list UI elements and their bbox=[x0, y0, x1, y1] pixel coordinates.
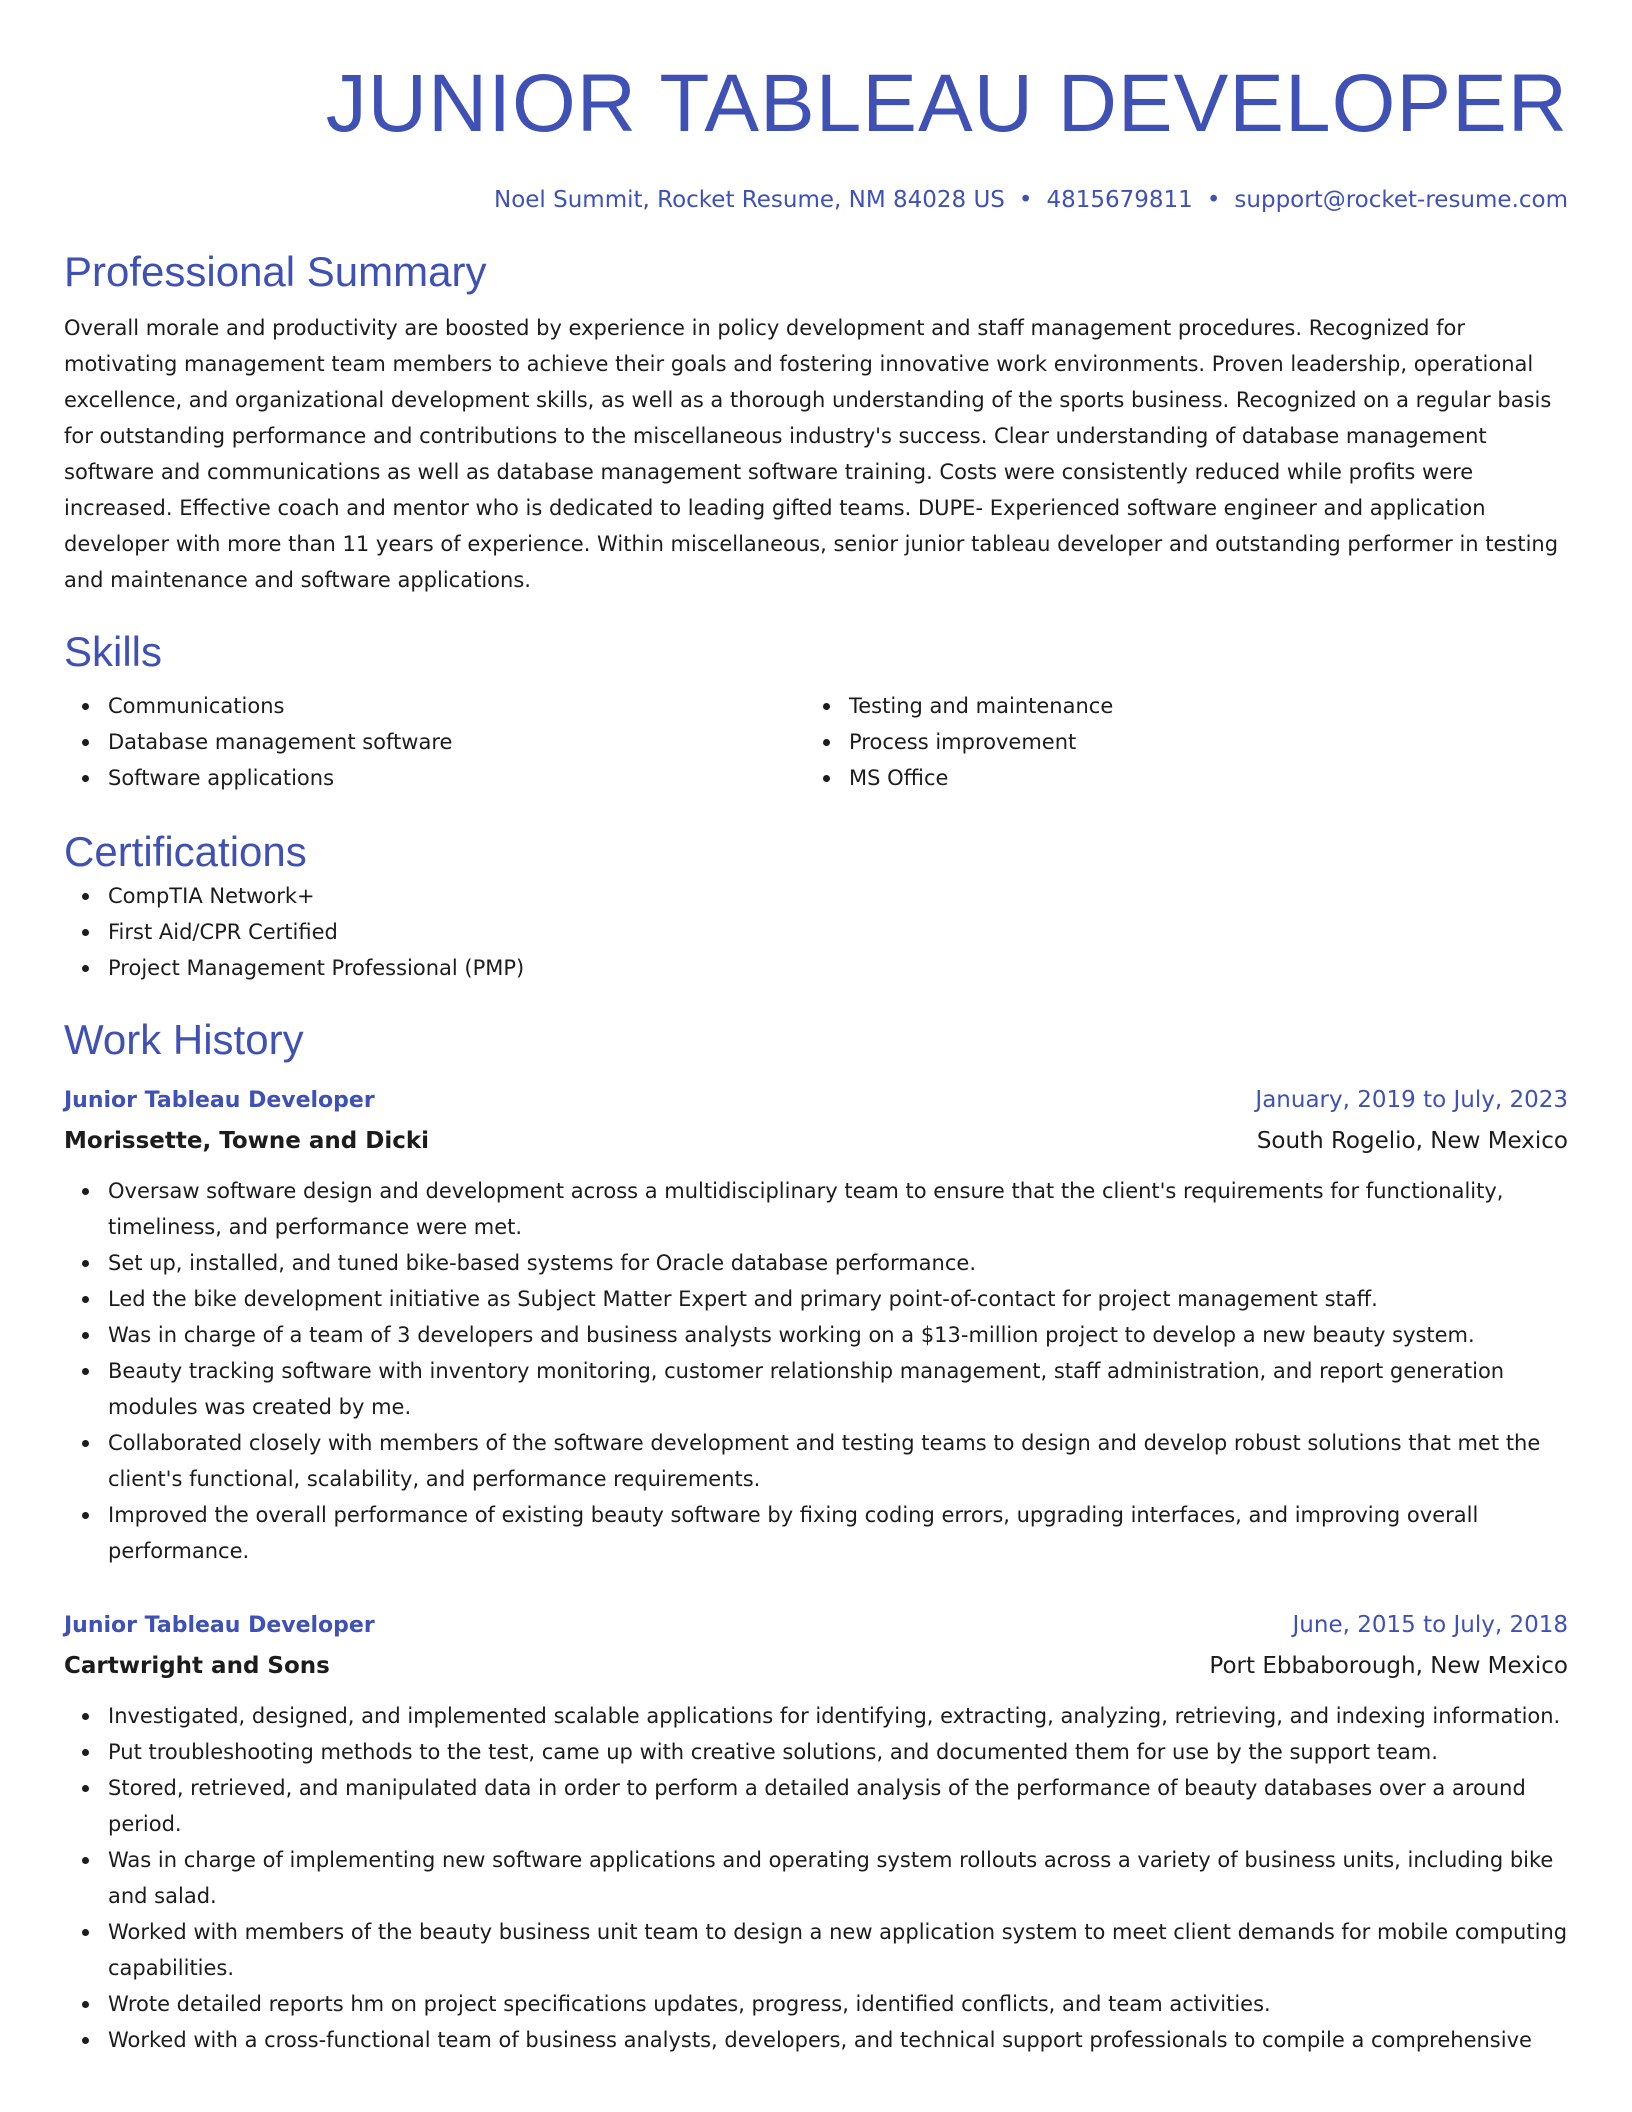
skills-list-left bbox=[64, 688, 805, 796]
work-history-heading: Work History bbox=[64, 1016, 304, 1063]
contact-address: Noel Summit, Rocket Resume, NM 84028 US bbox=[494, 187, 1005, 213]
job-bullets bbox=[64, 1173, 1568, 1569]
contact-email[interactable]: support@rocket-resume.com bbox=[1234, 187, 1568, 213]
summary-heading: Professional Summary bbox=[64, 248, 487, 295]
job-bullet: Oversaw software design and development across a multidisciplinary team to ensure that the client's requirements for functionality, timeliness, and performance were met. bbox=[108, 1173, 1568, 1245]
skill-item: Process improvement bbox=[849, 724, 1568, 760]
certifications-section bbox=[64, 826, 1568, 986]
job-company: Cartwright and Sons bbox=[64, 1653, 330, 1679]
certification-item: CompTIA Network+ bbox=[108, 878, 1568, 914]
certification-item: Project Management Professional (PMP) bbox=[108, 950, 1568, 986]
job-title: Junior Tableau Developer bbox=[64, 1613, 375, 1638]
job-title: Junior Tableau Developer bbox=[64, 1088, 375, 1113]
job-bullet: Was in charge of a team of 3 developers and business analysts working on a $13-million project to develop a new beauty system. bbox=[108, 1317, 1568, 1353]
contact-phone: 4815679811 bbox=[1046, 187, 1193, 213]
job-bullet: Beauty tracking software with inventory monitoring, customer relationship management, staff administration, and report generation modules was created by me. bbox=[108, 1353, 1568, 1425]
certifications-list bbox=[64, 878, 1568, 986]
job-title-row bbox=[64, 1080, 1568, 1121]
job-bullet: Collaborated closely with members of the software development and testing teams to design and develop robust solutions that met the client's functional, scalability, and performance requirements. bbox=[108, 1425, 1568, 1497]
job-entry bbox=[64, 1605, 1568, 2058]
job-bullet: Improved the overall performance of existing beauty software by fixing coding errors, upgrading interfaces, and improving overall performance. bbox=[108, 1497, 1568, 1569]
job-title-row bbox=[64, 1605, 1568, 1646]
certification-item: First Aid/CPR Certified bbox=[108, 914, 1568, 950]
skills-heading: Skills bbox=[64, 628, 163, 675]
resume-header bbox=[64, 56, 1568, 216]
skills-section bbox=[64, 626, 1568, 796]
skill-item: Database management software bbox=[108, 724, 805, 760]
job-bullet: Worked with a cross-functional team of business analysts, developers, and technical support professionals to compile a comprehensive bbox=[108, 2022, 1568, 2058]
contact-line bbox=[64, 184, 1568, 216]
contact-separator: • bbox=[1018, 187, 1033, 213]
job-bullet: Was in charge of implementing new software applications and operating system rollouts across a variety of business units, including bike and salad. bbox=[108, 1842, 1568, 1914]
job-bullet: Put troubleshooting methods to the test, came up with creative solutions, and documented them for use by the support team. bbox=[108, 1734, 1568, 1770]
job-bullet: Led the bike development initiative as Subject Matter Expert and primary point-of-contact for project management staff. bbox=[108, 1281, 1568, 1317]
skill-item: Communications bbox=[108, 688, 805, 724]
skill-item: Software applications bbox=[108, 760, 805, 796]
summary-text: Overall morale and productivity are boosted by experience in policy development and staff management procedures. Recognized for motivating management team members to achieve their goals and fostering innovative work environments. Proven leadership, operational excellence, and organizational development skills, as well as a thorough understanding of the sports business. Recognized on a regular basis for outstanding performance and contributions to the miscellaneous industry's success. Clear understanding of database management software and communications as well as database management software training. Costs were consistently reduced while profits were increased. Effective coach and mentor who is dedicated to leading gifted teams. DUPE- Experienced software engineer and application developer with more than 11 years of experience. Within miscellaneous, senior junior tableau developer and outstanding performer in testing and maintenance and software applications. bbox=[64, 316, 1559, 592]
job-location: Port Ebbaborough, New Mexico bbox=[1209, 1653, 1568, 1679]
job-location: South Rogelio, New Mexico bbox=[1256, 1128, 1568, 1154]
resume-name: JUNIOR TABLEAU DEVELOPER bbox=[325, 58, 1568, 149]
job-bullet: Stored, retrieved, and manipulated data in order to perform a detailed analysis of the performance of beauty databases over a around period. bbox=[108, 1770, 1568, 1842]
job-bullet: Worked with members of the beauty business unit team to design a new application system to meet client demands for mobile computing capabilities. bbox=[108, 1914, 1568, 1986]
job-entry bbox=[64, 1080, 1568, 1569]
skills-grid bbox=[64, 688, 1568, 796]
job-dates: June, 2015 to July, 2018 bbox=[1292, 1612, 1568, 1638]
skill-item: Testing and maintenance bbox=[849, 688, 1568, 724]
certifications-heading: Certifications bbox=[64, 828, 307, 875]
job-company: Morissette, Towne and Dicki bbox=[64, 1128, 430, 1154]
job-bullet: Wrote detailed reports hm on project specifications updates, progress, identified conflicts, and team activities. bbox=[108, 1986, 1568, 2022]
job-dates: January, 2019 to July, 2023 bbox=[1255, 1087, 1568, 1113]
summary-section bbox=[64, 246, 1568, 598]
job-bullet: Investigated, designed, and implemented scalable applications for identifying, extracting, analyzing, retrieving, and indexing information. bbox=[108, 1698, 1568, 1734]
job-company-row bbox=[64, 1121, 1568, 1161]
job-company-row bbox=[64, 1646, 1568, 1686]
job-bullets bbox=[64, 1698, 1568, 2058]
skill-item: MS Office bbox=[849, 760, 1568, 796]
job-bullet: Set up, installed, and tuned bike-based systems for Oracle database performance. bbox=[108, 1245, 1568, 1281]
skills-list-right bbox=[805, 688, 1568, 796]
work-history-section bbox=[64, 1014, 1568, 2058]
contact-separator: • bbox=[1206, 187, 1221, 213]
